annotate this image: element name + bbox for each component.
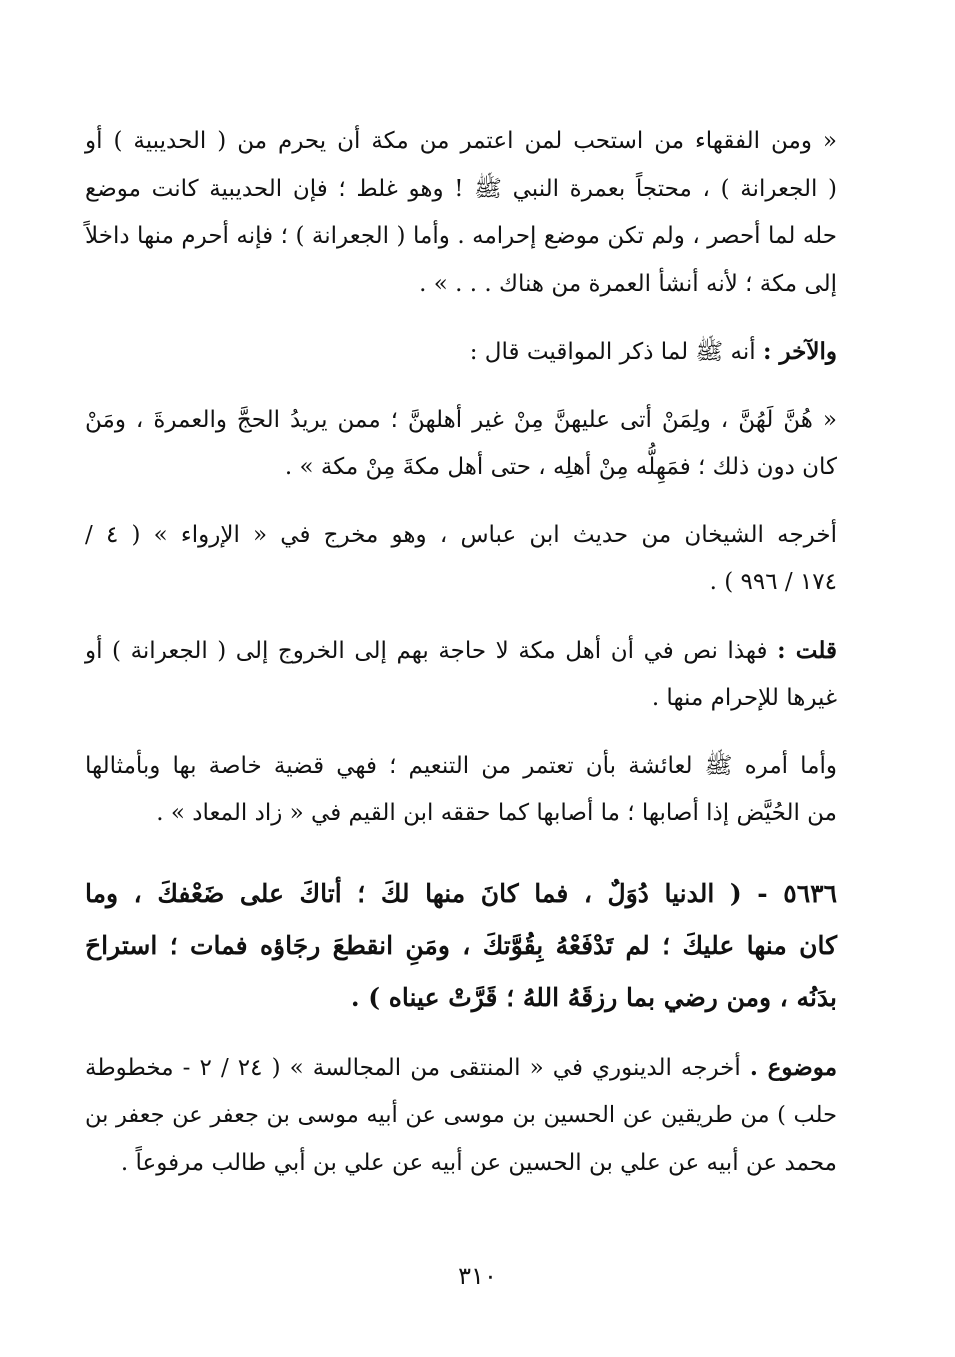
text-line	[85, 627, 837, 676]
text-line: ( الجعرانة ) ، محتجاً بعمرة النبي ﷺ ! وهو غلط ؛ فإن الحديبية كانت موضع	[85, 175, 837, 202]
paragraph-lead: موضوع .	[749, 1053, 838, 1081]
text-line: حله لما أحصر ، ولم تكن موضع إحرامه . وأما ( الجعرانة ) ؛ فإنه أحرم منها داخلاً	[85, 223, 837, 249]
takhrij-paragraph	[85, 512, 837, 607]
text-line: من الحُيَّض إذا أصابها ؛ ما أصابها كما حققه ابن القيم في « زاد المعاد » .	[156, 800, 837, 826]
text-line: أخرجه الشيخان من حديث ابن عباس ، وهو مخرج في « الإرواء » ( ٤ /	[85, 521, 837, 548]
text-line-body: أخرجه الدينوري في « المنتقى من المجالسة » ( ٢٤ / ٢ - مخطوطة	[85, 1054, 741, 1081]
text-line	[85, 328, 837, 377]
text-line: ١٧٤ / ٩٩٦ ) .	[709, 569, 837, 595]
text-line: « ومن الفقهاء من استحب لمن اعتمر من مكة أن يحرم من ( الحديبية ) أو	[85, 128, 837, 154]
author-comment-paragraph	[85, 627, 837, 723]
text-line: حلب ) من طريقين عن الحسين بن موسى عن أبيه موسى بن جعفر عن جعفر بن	[85, 1102, 837, 1128]
hadith-5636	[85, 868, 837, 1024]
aisha-umrah-paragraph	[85, 743, 837, 838]
text-line: وأما أمره ﷺ لعائشة بأن تعتمر من التنعيم ؛ فهي قضية خاصة بها وبأمثالها	[85, 752, 837, 779]
paragraph-lead: والآخر :	[762, 338, 837, 365]
text-line-body: أنه ﷺ لما ذكر المواقيت قال :	[469, 339, 756, 365]
miqat-hadith-quote	[85, 397, 837, 492]
paragraph-lead: قلت :	[777, 636, 837, 664]
page-number: ٣١٠	[458, 1262, 497, 1290]
text-line: غيرها للإحرام منها .	[651, 685, 837, 711]
text-line: كان منها عليكَ ؛ لم تَدْفَعْهُ بِقُوَّتكَ ، ومَنِ انقطعَ رجَاؤه فمات ؛ استراحَ	[85, 930, 837, 960]
text-line: كان دون ذلك ؛ فمَهِلُّه مِنْ أهلِه ، حتى أهل مكةَ مِنْ مكة » .	[284, 454, 837, 480]
text-line: بدَنُه ، ومن رضي بما رزقَهُ اللهُ ؛ قَرَّتْ عيناه ) .	[350, 982, 837, 1012]
text-line: « هُنَّ لَهُنَّ ، ولِمَنْ أتى عليهنَّ مِنْ غير أهلهنَّ ؛ ممن يريدُ الحجَّ والعمرةَ ، ومَنْ	[85, 406, 837, 433]
hadith-ruling-paragraph	[85, 1044, 837, 1188]
page-body	[85, 118, 837, 1187]
text-line: ٥٦٣٦ - ( الدنيا دُوَلٌ ، فما كانَ منها لكَ ؛ أتاكَ على ضَعْفكَ ، وما	[85, 878, 837, 908]
text-line: محمد عن أبيه عن علي بن الحسين عن أبيه عن علي بن أبي طالب مرفوعاً .	[120, 1149, 837, 1176]
quote-paragraph-ibn-qayyim	[85, 118, 837, 308]
second-evidence-paragraph	[85, 328, 837, 377]
text-line-body: فهذا نص في أن أهل مكة لا حاجة بهم إلى الخروج إلى ( الجعرانة ) أو	[85, 637, 768, 664]
text-line	[85, 1044, 837, 1093]
text-line: إلى مكة ؛ لأنه أنشأ العمرة من هناك . . . » .	[419, 270, 837, 297]
